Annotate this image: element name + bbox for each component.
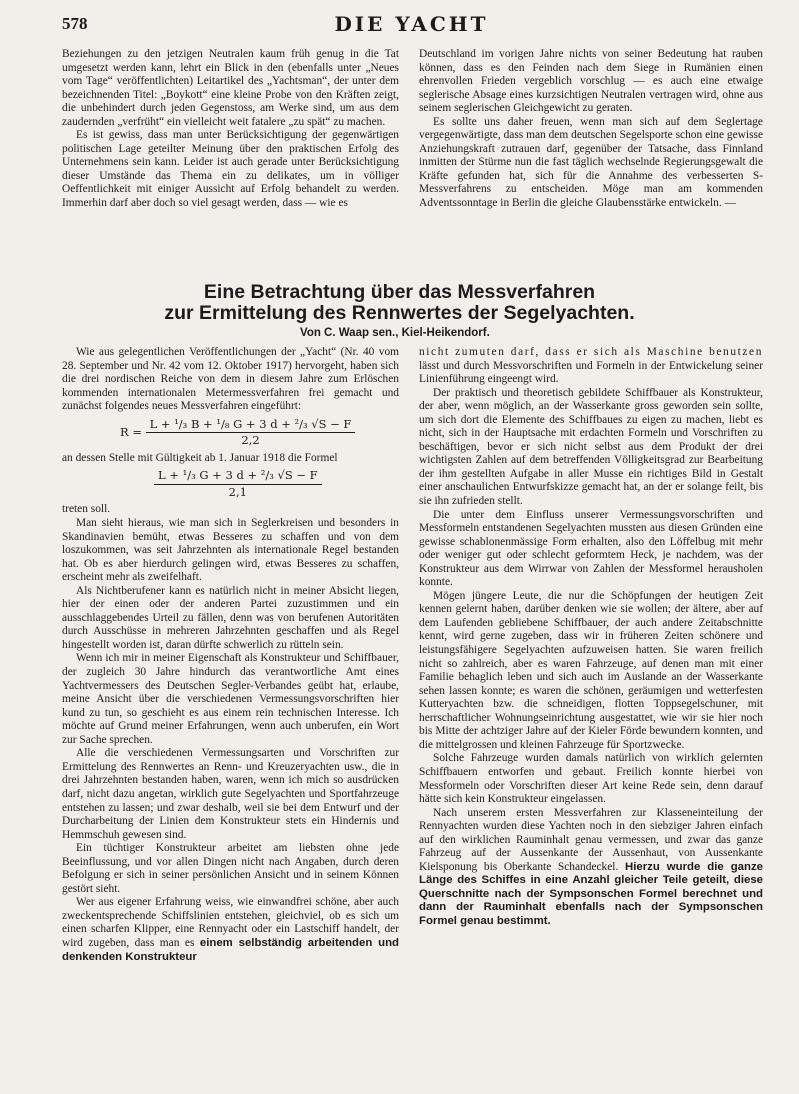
paragraph: treten soll. (62, 503, 111, 516)
spaced-text: nicht zumuten darf, dass er sich als Maschine benutzen (419, 346, 763, 358)
article-title (40, 282, 759, 324)
paragraph: Als Nichtberufener kann es natürlich nicht in meiner Absicht liegen, hier der einen oder der anderen Partei zuzustimmen und ein ausschlaggebendes Urteil zu fällen, denn was von berufenen Autoritäten durch Ausschüsse in mehreren Jahrzehnten geschaffen und als Regel hingestellt worden ist, daran dürfte schwerlich zu rütteln sein. (62, 584, 399, 651)
paragraph-text: Wer aus eigener Erfahrung weiss, wie einwandfrei schöne, aber auch zweckentsprechende Schiffslinien entstehen, gleichviel, ob es sich um einen scharfen Klipper, eine Rennyacht oder ein Lastschiff handelt, der wird zugeben, dass man es (62, 896, 399, 949)
paragraph-text: Nach unserem ersten Messverfahren zur Klasseneinteilung der Rennyachten wurden diese Yachten noch in den siebziger Jahren einfach auf den wirklichen Rauminhalt genau vermessen, und zwar das ganze Fahrzeug auf der Aussenkante der Aussenhaut, von Aussenkante Kielsponung bis Oberkante Schandeckel. (419, 806, 763, 873)
formula-2-fraction (154, 469, 322, 499)
formula-1 (62, 418, 399, 448)
paragraph: Deutschland im vorigen Jahre nichts von seiner Bedeutung hat rauben können, dass es den Feinden nach dem Siege in Rumänien einen ehrenvollen Frieden vergeblich vorschlug — es auch eine etwaige seglerische Absage eines kurzsichtigen Neutralen vertragen wird, ohne aus seinem seglerischen Gleichgewicht zu geraten. (419, 48, 763, 115)
running-title: DIE YACHT (334, 12, 489, 36)
paragraph: Mögen jüngere Leute, die nur die Schöpfungen der heutigen Zeit kennen gelernt haben, darüber denken wie sie wollen; der ältere, aber auf dem Laufenden gebliebene Schiffbauer, der auch andere Zeitabschnitte kennt, wird gerne zugeben, dass wir in früheren Zeiten schönere und leistungsfähigere Segelyachten aufzuweisen hatten. Sie waren freilich nicht so zahlreich, aber es waren Fahrzeuge, auf denen man mit einer Familie behaglich leben und sich auch im Auslande an der Wasserkante sehen lassen konnte; es waren die schönen, geräumigen und wetterfesten Kutteryachten bzw. die schneidigen, flotten Toppsegelschuner, mit herrschaftlicher Wohnungseinrichtung ausgestattet, wie wir sie hier noch bis Mitte der achtziger Jahre auf der Kieler Förde bewundern konnten, und die mittelgrossen und kleinen Fahrzeuge für Sportzwecke. (419, 589, 763, 751)
formula-2-denominator: 2,1 (228, 484, 247, 499)
paragraph (419, 807, 763, 929)
paragraph (419, 346, 763, 387)
paragraph: Es ist gewiss, dass man unter Berücksichtigung der gegenwärtigen politischen Lage geteilter Meinung über den praktischen Erfolg des Unternehmens sein kann. Leider ist auch gerade unter Berücksichtigung dieser Umstände das Thema ein zu delikates, um in völliger Oeffentlichkeit mit einiger Aussicht auf Erfolg behandelt zu werden. Immerhin darf aber doch so viel gesagt werden, dass — wie es (62, 129, 399, 210)
continued-article-left-column (62, 48, 399, 270)
formula-1-denominator: 2,2 (241, 433, 260, 448)
paragraph: Beziehungen zu den jetzigen Neutralen kaum früh genug in die Tat umgesetzt werden kann, lehrt ein Blick in den (ebenfalls unter „Neues vom Tage“ veröffentlichten) Leitartikel des „Yachtsman“, der unter dem bezeichnenden Titel: „Boykott“ eine kleine Probe von den Kräften zeigt, die unbehindert durch jeden Gegenstoss, am Werke sind, um aus dem zaudernden „verfrüht“ ein vielleicht weit fatalere „zu spät“ zu machen. (62, 48, 399, 128)
continued-article-right-column (419, 48, 763, 270)
paragraph-text: lässt und durch Messvorschriften und Formeln in der Entwickelung seiner Linienführung eingeengt wird. (419, 359, 763, 386)
paragraph: Wenn ich mir in meiner Eigenschaft als Konstrukteur und Schiffbauer, der zugleich 30 Jahre hindurch das verantwortliche Amt eines Yachtvermessers des Deutschen Segler-Verbandes geübt hat, erlaube, meine Ansicht über die verschiedenen Vermessungsvorschriften hier kund zu tun, so geschieht es aus einem rein technischen Interesse. Ich möchte auf Grund meiner Erfahrungen, wenn auch unberufen, ein Wort zur Sache sprechen. (62, 652, 399, 746)
article-title-line-1: Eine Betrachtung über das Messverfahren (203, 281, 596, 303)
formula-2-numerator: L + ¹/₃ G + 3 d + ²/₃ √S − F (154, 469, 322, 485)
page-number: 578 (62, 14, 88, 33)
emphasized-text: Hierzu wurde die ganze Länge des Schiffes in eine Anzahl gleicher Teile geteilt, diese Querschnitte nach der Sympsonschen Formel berechnet und dann der Rauminhalt ebenfalls nach der Sympsonschen Formel genau bestimmt. (419, 860, 763, 927)
paragraph (62, 896, 399, 964)
formula-1-numerator: L + ¹/₃ B + ¹/₈ G + 3 d + ²/₃ √S − F (146, 418, 356, 434)
article-left-column (62, 346, 399, 1081)
emphasized-text: einem selbständig arbeitenden und denkenden Konstrukteur (62, 936, 399, 963)
article-title-line-2: zur Ermittelung des Rennwertes der Segelyachten. (164, 302, 635, 324)
formula-1-fraction (146, 418, 356, 448)
paragraph: Wie aus gelegentlichen Veröffentlichungen der „Yacht“ (Nr. 40 vom 28. September und Nr. 42 vom 12. Oktober 1917) hervorgeht, haben sich die drei nordischen Reiche von dem in diesem Jahre zum Erlöschen kommenden internationalen Metermessverfahren frei gemacht und zunächst folgendes neues Messverfahren eingeführt: (62, 346, 399, 413)
article-byline: Von C. Waap sen., Kiel-Heikendorf. (300, 327, 490, 339)
article-right-column (419, 346, 763, 1081)
paragraph: Ein tüchtiger Konstrukteur arbeitet am liebsten ohne jede Beeinflussung, und vor allen Dingen nicht nach Angaben, durch deren Befolgung er sich in seiner persönlichen Ansicht und in seinem Können gestört sieht. (62, 842, 399, 895)
paragraph: an dessen Stelle mit Gültigkeit ab 1. Januar 1918 die Formel (62, 451, 338, 464)
paragraph: Alle die verschiedenen Vermessungsarten und Vorschriften zur Ermittelung des Rennwertes an Renn- und Kreuzeryachten usw., die in drei Jahrzehnten bestanden haben, waren, wenn ich mich so ausdrücken darf, nicht dazu angetan, wirklich gute Segelyachten und Sportfahrzeuge entstehen zu lassen; und zwar deshalb, weil sie bei dem Entwurf und der Durcharbeitung der Linien dem Konstrukteur stets ein Hindernis und Hemmschuh gewesen sind. (62, 747, 399, 841)
paragraph: Es sollte uns daher freuen, wenn man sich auf dem Seglertage vergegenwärtigte, dass man dem deutschen Segelsporte schon eine gewisse Anziehungskraft zutrauen darf, gegenüber der Tatsache, dass Finnland inmitten der Stürme nun die fast täglich wechselnde Regierungsgewalt die Kräfte gefunden hat, sich für die Annahme des verbesserten S-Messverfahrens zu entscheiden. Möge man am kommenden Adventssonntage in Berlin die gleiche Glaubensstärke entwickeln. — (419, 115, 763, 210)
paragraph: Der praktisch und theoretisch gebildete Schiffbauer als Konstrukteur, der aber, wenn möglich, an der Wasserkante gross geworden sein sollte, um sich dort die Elemente des Schiffbaues zu eigen zu machen, liebt es nicht, sich in der Hauptsache mit erdachten Formeln und Vorschriften zu beschäftigen, bevor er sich nicht selbst aus dem Produkt der drei wichtigsten Zahlen auf dem betreffenden Völligkeitsgrad zur Bearbeitung der ihm gestellten Aufgabe in aller Musse ein richtiges Bild in Gestalt einer anschaulichen Entwurfskizze gemacht hat, an der er solange feilt, bis sie ihn zufrieden stellt. (419, 386, 763, 508)
page-header (62, 8, 761, 38)
formula-2 (62, 469, 399, 499)
paragraph: Man sieht hieraus, wie man sich in Seglerkreisen und besonders in Skandinavien bemüht, etwas Besseres zu schaffen und von dem loszukommen, was seit Jahrzehnten als internationale Regel bestanden hat. Ob es aber hierdurch gelingen wird, etwas Besseres zu schaffen, erscheint mehr als zweifelhaft. (62, 517, 399, 584)
paragraph: Die unter dem Einfluss unserer Vermessungsvorschriften und Messformeln entstandenen Segelyachten mussten aus diesen Gründen eine gewisse schablonenmässige Form erhalten, also den Löffelbug mit mehr oder weniger gut oder schlecht geformtem Heck, je nachdem, was der Konstrukteur aus dem Wirrwar von Zahlen der Messformel herausholen konnte. (419, 508, 763, 589)
formula-1-lhs: R = (120, 424, 142, 439)
paragraph: Solche Fahrzeuge wurden damals natürlich von wirklich gelernten Schiffbauern entworfen und gebaut. Freilich konnte hierbei von Messformeln oder Vorschriften dieser Art keine Rede sein, denn darauf hätte sich kein Konstrukteur eingelassen. (419, 752, 763, 806)
